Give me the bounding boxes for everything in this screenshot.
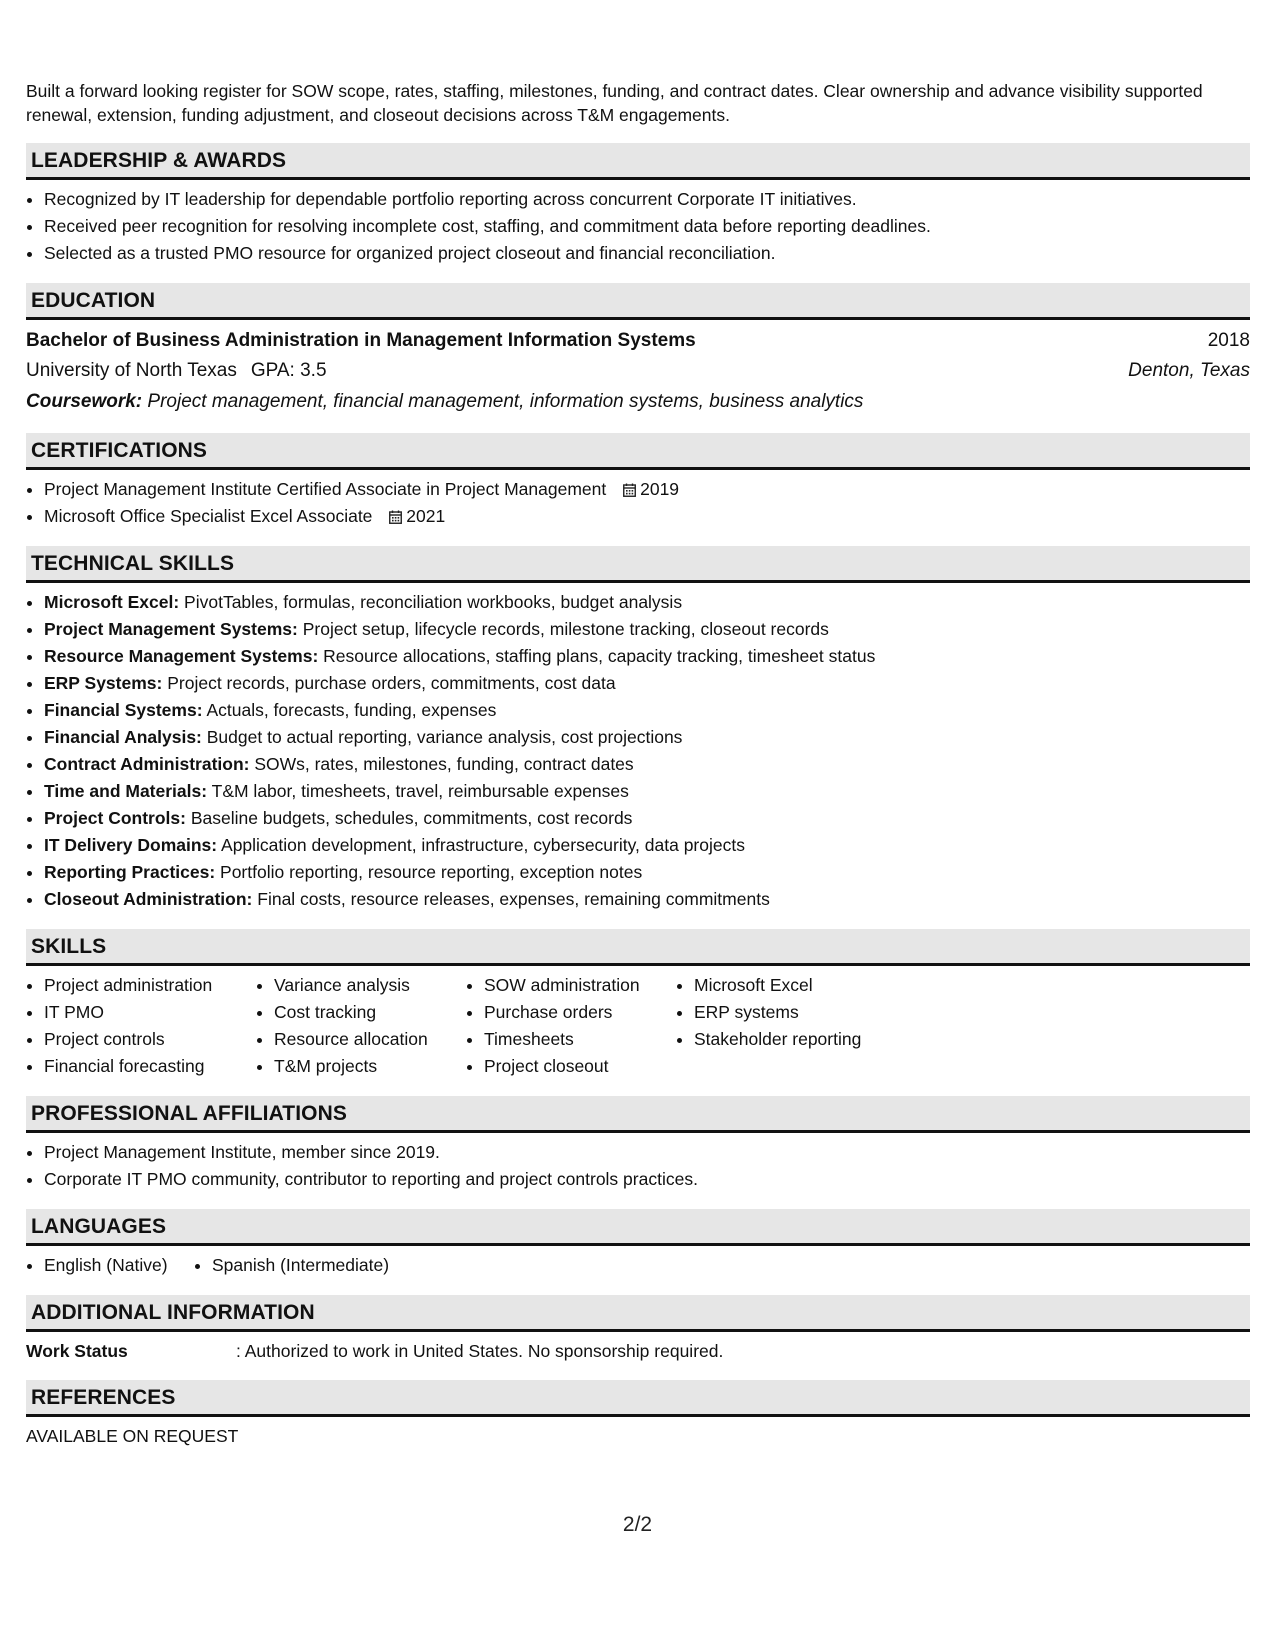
- certification-year: 2019: [640, 479, 680, 499]
- list-item: [44, 670, 1250, 697]
- skill-text: Application development, infrastructure, cybersecurity, data projects: [217, 835, 745, 855]
- gpa: GPA: 3.5: [250, 360, 327, 381]
- additional-info-section: [26, 1295, 1250, 1364]
- intro-paragraph: Built a forward looking register for SOW scope, rates, staffing, milestones, funding, and contract dates. Clear ownership and advance visibility supported renewal, extension, funding adjustment, and closeout decisions across T&M engagements.: [26, 81, 1203, 125]
- school-location: Denton, Texas: [1128, 360, 1250, 381]
- list-item: • Project administration: [44, 972, 256, 999]
- list-item: [44, 886, 1250, 913]
- calendar-icon: [623, 483, 636, 497]
- skill-text: SOWs, rates, milestones, funding, contract dates: [249, 754, 634, 774]
- languages-list: [26, 1252, 194, 1279]
- education-school-row: [26, 356, 1250, 386]
- calendar-icon: [389, 510, 402, 524]
- list-item: • English (Native): [44, 1252, 194, 1279]
- resume-page: [26, 79, 1250, 1465]
- school-info: [26, 356, 327, 386]
- list-item: [44, 724, 1250, 751]
- skill-label: Closeout Administration:: [44, 889, 253, 909]
- work-status-value: : Authorized to work in United States. No sponsorship required.: [236, 1341, 724, 1361]
- skill-label: Resource Management Systems:: [44, 646, 319, 666]
- list-item: [44, 503, 1250, 530]
- list-item: • Project controls: [44, 1026, 256, 1053]
- section-heading: EDUCATION: [26, 283, 1250, 320]
- list-item: • Variance analysis: [274, 972, 466, 999]
- skill-text: T&M labor, timesheets, travel, reimbursable expenses: [207, 781, 629, 801]
- list-item: • Corporate IT PMO community, contributor to reporting and project controls practices.: [44, 1166, 1250, 1193]
- list-item: • Project closeout: [484, 1053, 676, 1080]
- certification-year: 2021: [406, 506, 446, 526]
- skill-label: Project Management Systems:: [44, 619, 298, 639]
- technical-skills-section: [26, 546, 1250, 913]
- coursework-label: Coursework:: [26, 391, 143, 412]
- list-item: • Purchase orders: [484, 999, 676, 1026]
- list-item: • Financial forecasting: [44, 1053, 256, 1080]
- list-item: [44, 697, 1250, 724]
- work-status-label: Work Status: [26, 1341, 128, 1361]
- list-item: • Selected as a trusted PMO resource for organized project closeout and financial reconciliation.: [44, 240, 1250, 267]
- section-heading: REFERENCES: [26, 1380, 1250, 1417]
- skill-text: Project setup, lifecycle records, milestone tracking, closeout records: [297, 619, 829, 639]
- list-item: • T&M projects: [274, 1053, 466, 1080]
- skill-label: Financial Systems:: [44, 700, 203, 720]
- list-item: [44, 476, 1250, 503]
- list-item: • Microsoft Excel: [694, 972, 914, 999]
- skill-text: Resource allocations, staffing plans, capacity tracking, timesheet status: [318, 646, 876, 666]
- page-number: 2/2: [622, 1513, 653, 1536]
- skill-text: Project records, purchase orders, commitments, cost data: [162, 673, 616, 693]
- skill-label: Project Controls:: [44, 808, 186, 828]
- section-heading: PROFESSIONAL AFFILIATIONS: [26, 1096, 1250, 1133]
- list-item: • Project Management Institute, member since 2019.: [44, 1139, 1250, 1166]
- work-status-row: [26, 1338, 1250, 1364]
- skills-column: [466, 972, 676, 1080]
- leadership-list: [26, 186, 1250, 267]
- list-item: • Recognized by IT leadership for dependable portfolio reporting across concurrent Corporate IT initiatives.: [44, 186, 1250, 213]
- skills-grid: [26, 972, 1250, 1080]
- list-item: • Cost tracking: [274, 999, 466, 1026]
- languages-row: [26, 1252, 1250, 1279]
- section-heading: LEADERSHIP & AWARDS: [26, 143, 1250, 180]
- list-item: • Received peer recognition for resolving incomplete cost, staffing, and commitment data before reporting deadlines.: [44, 213, 1250, 240]
- skill-label: IT Delivery Domains:: [44, 835, 218, 855]
- skill-label: Microsoft Excel:: [44, 592, 180, 612]
- list-item: • Timesheets: [484, 1026, 676, 1053]
- skill-text: Final costs, resource releases, expenses, remaining commitments: [252, 889, 770, 909]
- education-degree-row: [26, 326, 1250, 356]
- certifications-list: [26, 476, 1250, 530]
- section-heading: CERTIFICATIONS: [26, 433, 1250, 470]
- list-item: [44, 751, 1250, 778]
- coursework-text: Project management, financial management, information systems, business analytics: [142, 391, 864, 412]
- skills-column: [256, 972, 466, 1080]
- skill-text: Baseline budgets, schedules, commitments, cost records: [185, 808, 633, 828]
- list-item: • Spanish (Intermediate): [212, 1252, 389, 1279]
- list-item: [44, 805, 1250, 832]
- skill-text: PivotTables, formulas, reconciliation workbooks, budget analysis: [179, 592, 683, 612]
- leadership-section: [26, 143, 1250, 267]
- skills-section: [26, 929, 1250, 1080]
- affiliations-section: [26, 1096, 1250, 1193]
- technical-skills-list: [26, 589, 1250, 913]
- section-heading: SKILLS: [26, 929, 1250, 966]
- list-item: [44, 589, 1250, 616]
- skills-column: [26, 972, 256, 1080]
- skill-text: Budget to actual reporting, variance analysis, cost projections: [201, 727, 683, 747]
- references-text: AVAILABLE ON REQUEST: [26, 1426, 239, 1446]
- references-section: [26, 1380, 1250, 1449]
- skill-text: Portfolio reporting, resource reporting, exception notes: [215, 862, 643, 882]
- list-item: • Resource allocation: [274, 1026, 466, 1053]
- list-item: [44, 859, 1250, 886]
- skill-label: ERP Systems:: [44, 673, 163, 693]
- skill-label: Time and Materials:: [44, 781, 208, 801]
- list-item: • ERP systems: [694, 999, 914, 1026]
- coursework: [26, 386, 1250, 417]
- list-item: [44, 643, 1250, 670]
- section-heading: TECHNICAL SKILLS: [26, 546, 1250, 583]
- section-heading: LANGUAGES: [26, 1209, 1250, 1246]
- languages-list: [194, 1252, 389, 1279]
- school-name: University of North Texas: [26, 360, 237, 381]
- section-heading: ADDITIONAL INFORMATION: [26, 1295, 1250, 1332]
- skill-label: Contract Administration:: [44, 754, 250, 774]
- skill-label: Reporting Practices:: [44, 862, 216, 882]
- list-item: [44, 616, 1250, 643]
- graduation-year: 2018: [1207, 330, 1250, 351]
- skills-column: [676, 972, 914, 1080]
- languages-section: [26, 1209, 1250, 1279]
- certification-name: Project Management Institute Certified Associate in Project Management: [44, 479, 607, 499]
- skill-label: Financial Analysis:: [44, 727, 202, 747]
- list-item: • IT PMO: [44, 999, 256, 1026]
- list-item: [44, 832, 1250, 859]
- list-item: [44, 778, 1250, 805]
- degree-title: Bachelor of Business Administration in Management Information Systems: [26, 330, 696, 351]
- certifications-section: [26, 433, 1250, 530]
- skill-text: Actuals, forecasts, funding, expenses: [202, 700, 497, 720]
- list-item: • SOW administration: [484, 972, 676, 999]
- list-item: • Stakeholder reporting: [694, 1026, 914, 1053]
- education-section: [26, 283, 1250, 417]
- affiliations-list: [26, 1139, 1250, 1193]
- certification-name: Microsoft Office Specialist Excel Associate: [44, 506, 373, 526]
